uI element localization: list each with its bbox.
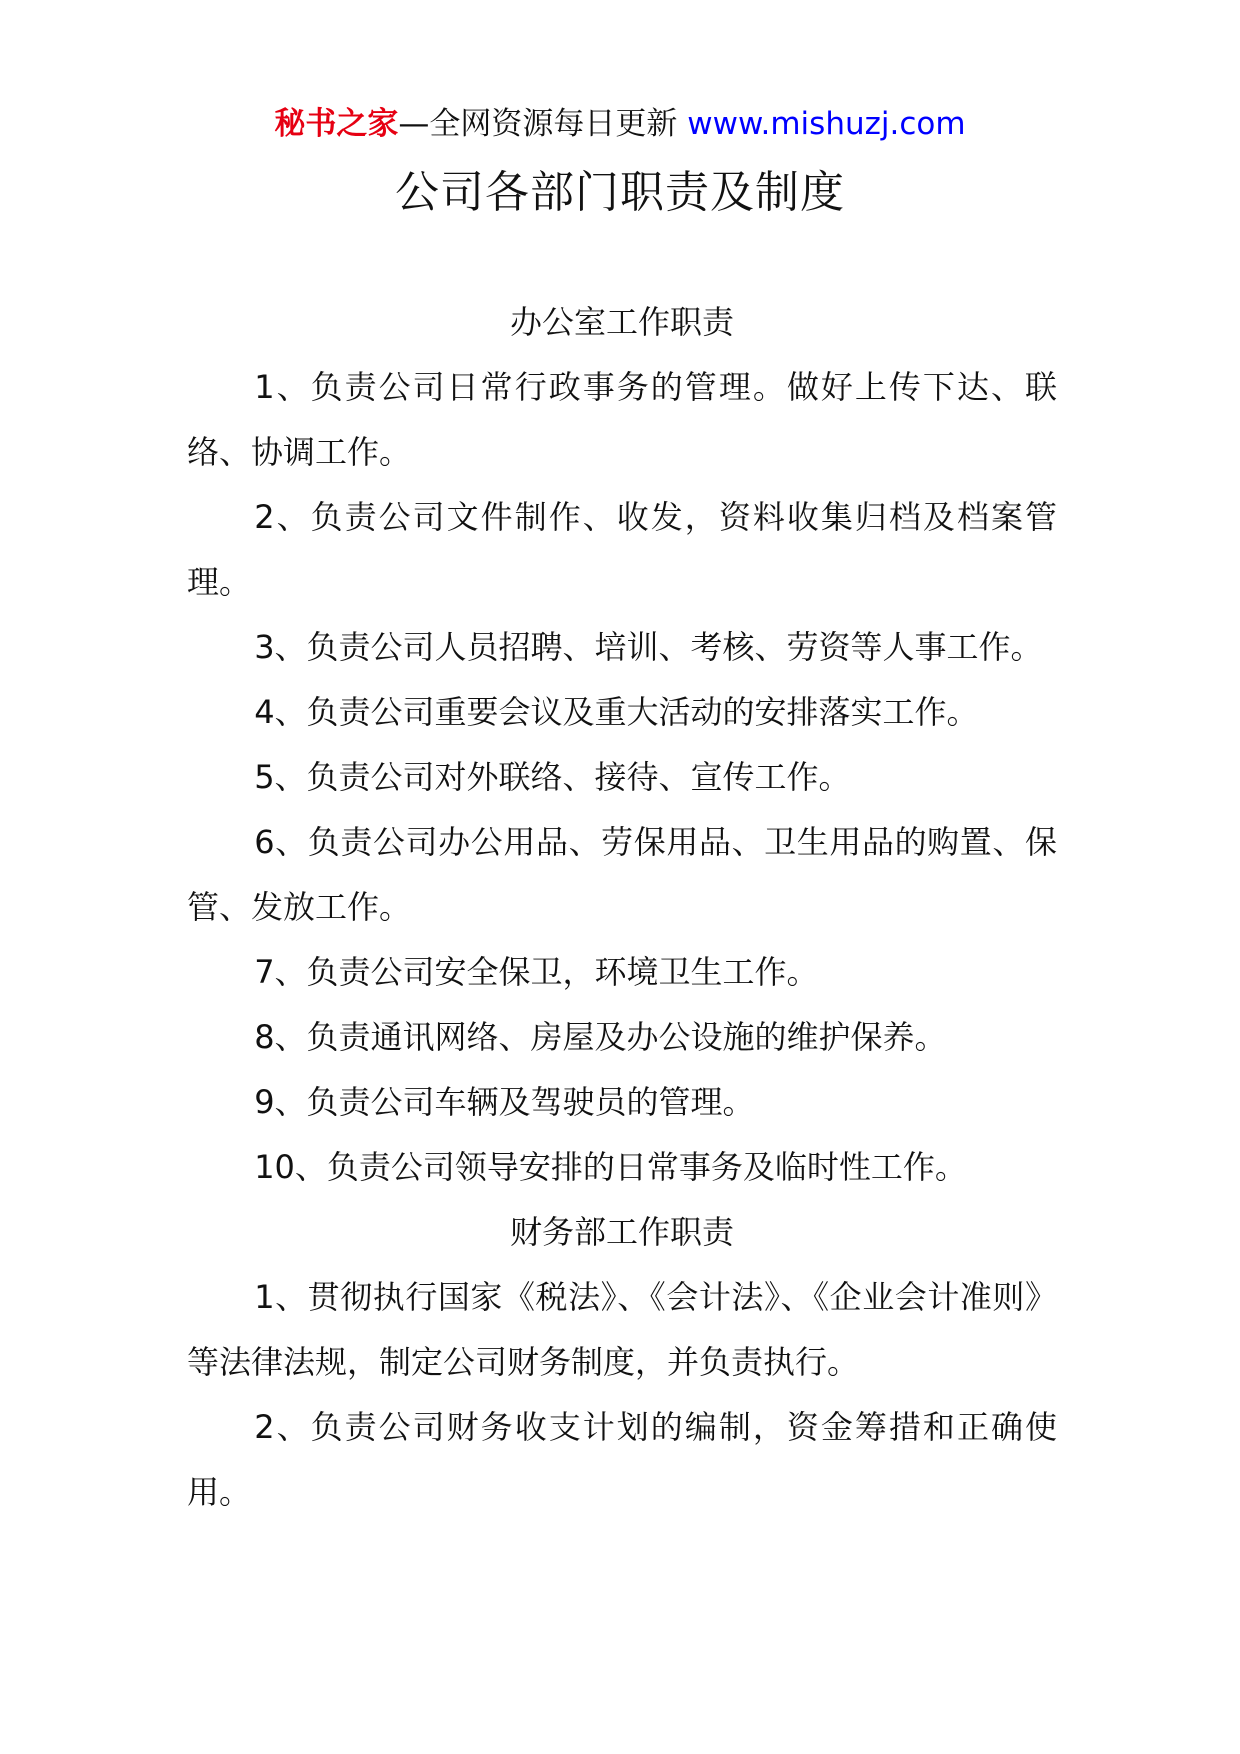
section-heading-finance: 财务部工作职责 — [509, 1213, 734, 1251]
list-item: 3、负责公司人员招聘、培训、考核、劳资等人事工作。 — [254, 628, 1043, 666]
list-item: 9、负责公司车辆及驾驶员的管理。 — [254, 1083, 755, 1121]
list-item: 8、负责通讯网络、房屋及办公设施的维护保养。 — [254, 1018, 947, 1056]
list-item: 4、负责公司重要会议及重大活动的安排落实工作。 — [254, 693, 979, 731]
site-brand: 秘书之家 — [274, 106, 399, 142]
document-title: 公司各部门职责及制度 — [395, 167, 845, 218]
site-header — [0, 102, 1240, 146]
list-item: 5、负责公司对外联络、接待、宣传工作。 — [254, 758, 851, 796]
list-item: 7、负责公司安全保卫，环境卫生工作。 — [254, 953, 819, 991]
list-item: 2、负责公司文件制作、收发，资料收集归档及档案管理。 — [187, 498, 1057, 601]
document-body — [187, 290, 1057, 1525]
site-url-link[interactable]: www.mishuzj.com — [687, 106, 966, 142]
list-item: 10、负责公司领导安排的日常事务及临时性工作。 — [254, 1148, 967, 1186]
section-heading-office: 办公室工作职责 — [509, 303, 734, 341]
list-item: 1、负责公司日常行政事务的管理。做好上传下达、联络、协调工作。 — [187, 368, 1057, 471]
list-item: 6、负责公司办公用品、劳保用品、卫生用品的购置、保管、发放工作。 — [187, 823, 1057, 926]
list-item: 1、贯彻执行国家《税法》、《会计法》、《企业会计准则》等法律法规，制定公司财务制度，并负责执行。 — [187, 1278, 1057, 1381]
list-item: 2、负责公司财务收支计划的编制，资金筹措和正确使用。 — [187, 1408, 1057, 1511]
site-tagline: —全网资源每日更新 — [398, 106, 688, 142]
